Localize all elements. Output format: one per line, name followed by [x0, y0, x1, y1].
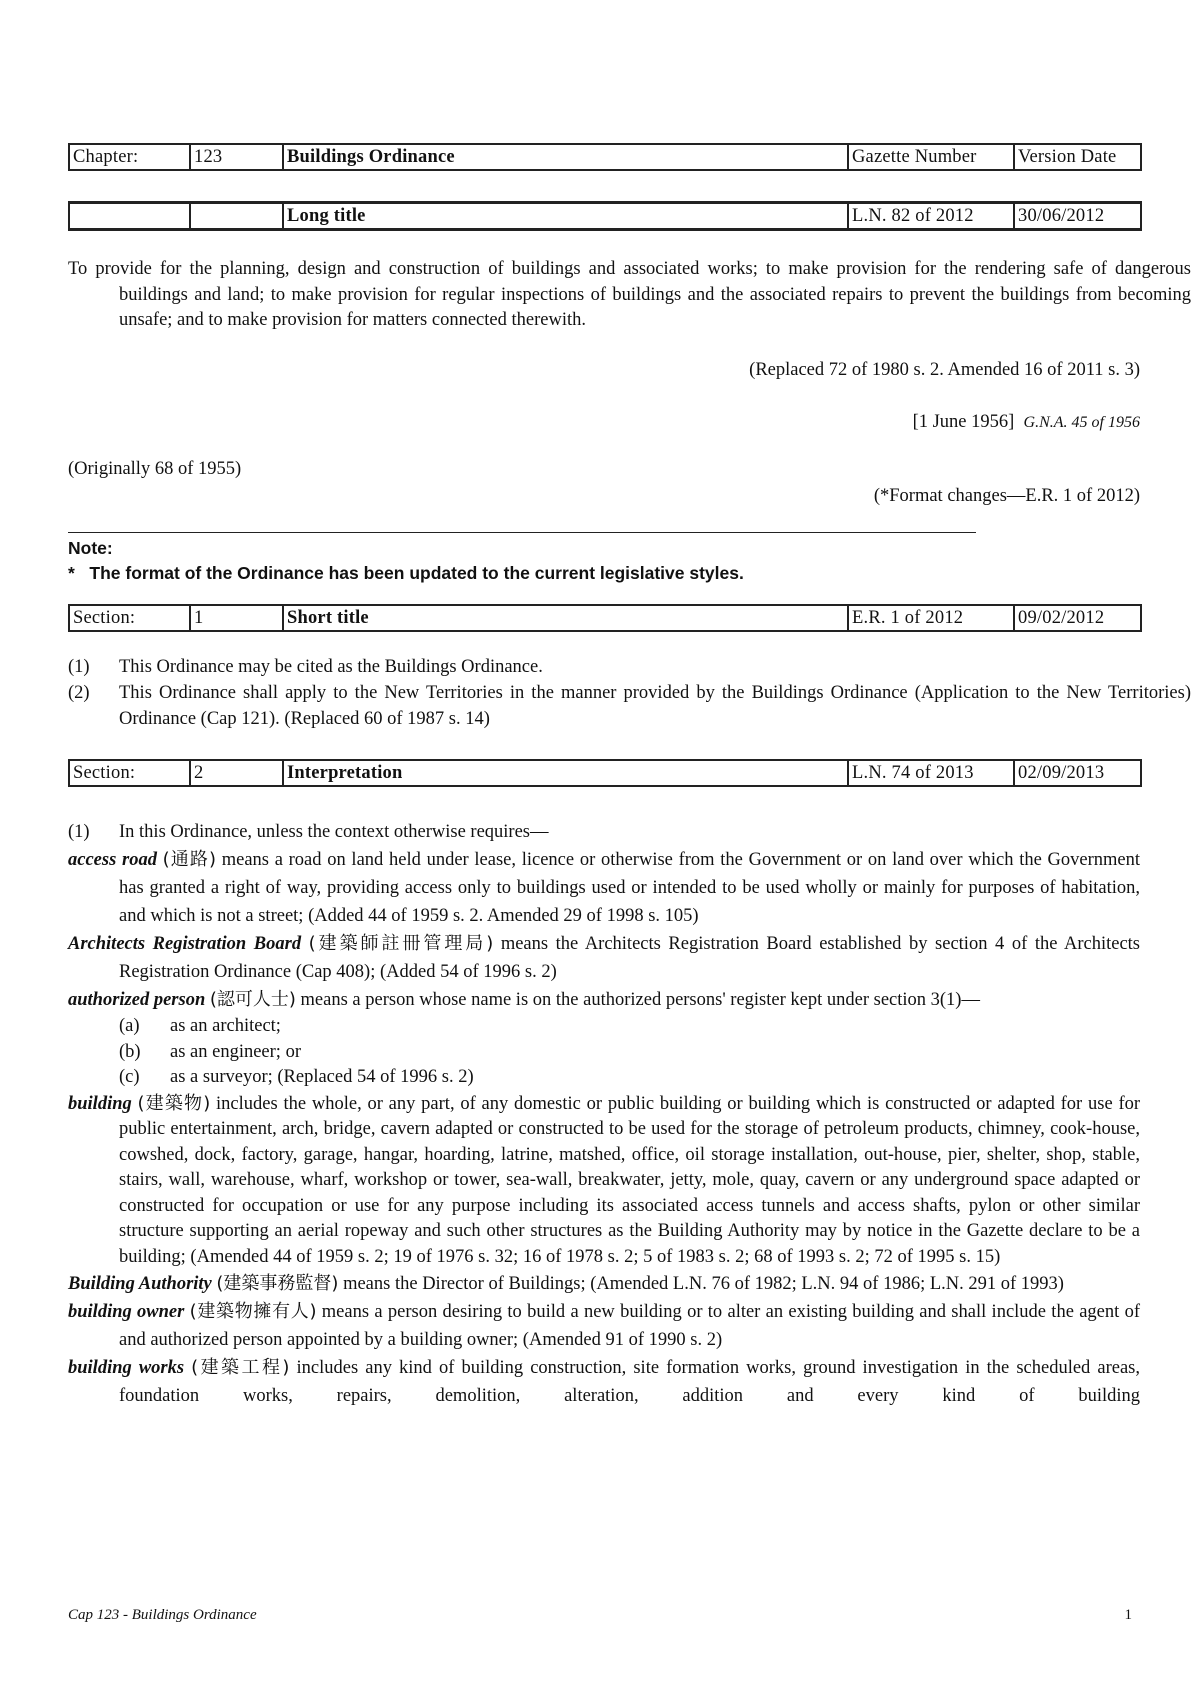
sub-item-text: as a surveyor; (Replaced 54 of 1996 s. 2) [170, 1067, 474, 1087]
authorized-person-sub-c [68, 1065, 1140, 1091]
section-1-title: Short title [283, 605, 848, 631]
definition-text: means a person whose name is on the authorized persons' register kept under section 3(1)— [295, 990, 980, 1010]
definition-authorized-person [68, 986, 1140, 1014]
section-2-header-table [68, 759, 1142, 787]
item-number: (1) [68, 822, 90, 842]
footer-title: Cap 123 - Buildings Ordinance [68, 1607, 257, 1623]
sub-item-text: as an architect; [170, 1016, 281, 1036]
definition-building [68, 1091, 1140, 1271]
page-footer [68, 1607, 1140, 1624]
definition-chinese: (建築工程) [191, 1357, 290, 1378]
definition-chinese: (建築事務監督) [216, 1273, 339, 1294]
section-1-header-table [68, 604, 1142, 632]
version-date-header: Version Date [1014, 144, 1141, 170]
gazette-number-header: Gazette Number [848, 144, 1014, 170]
definition-chinese: (建築物擁有人) [189, 1301, 317, 1322]
note-text [68, 561, 744, 585]
item-text: This Ordinance may be cited as the Buildings Ordinance. [119, 657, 543, 677]
definition-text: means a person desiring to build a new building or to alter an existing building and shall include the agent of and authorized person appointed by a building owner; (Amended 91 of 1990 s. 2) [119, 1302, 1140, 1350]
long-title-version: 30/06/2012 [1014, 203, 1141, 230]
definition-building-works [68, 1354, 1140, 1410]
long-title-label [69, 203, 190, 230]
definition-building-owner [68, 1298, 1140, 1354]
gna-reference: G.N.A. 45 of 1956 [1023, 414, 1140, 431]
definition-building-authority [68, 1270, 1140, 1298]
sub-item-text: as an engineer; or [170, 1041, 301, 1062]
definition-term: building works [68, 1358, 185, 1378]
definition-text: includes the whole, or any part, of any domestic or public building or building which is constructed or adapted for use for public entertainment, arch, bridge, cavern adapted or constructed to be used for the storage of petroleum products, chimney, cook-house, cowshed, dock, factory, garage, hangar, hoarding, latrine, matshed, office, oil storage installation, out-house, pier, shelter, shop, stable, stairs, wall, warehouse, wharf, workshop or tower, sea-wall, breakwater, jetty, mole, quay, cavern or any underground space adapted or constructed for occupation or use for any purpose including its associated access tunnels and access shafts, pylon or other similar structure supporting an aerial ropeway and such other structures as the Building Authority may by notice in the Gazette declare to be a building; (Amended 44 of 1959 s. 2; 19 of 1976 s. 32; 16 of 1978 s. 2; 5 of 1983 s. 2; 68 of 1993 s. 2; 72 of 1995 s. 15) [119, 1093, 1141, 1267]
commencement-line [68, 410, 1140, 436]
item-text: In this Ordinance, unless the context otherwise requires— [119, 822, 549, 842]
section-2-gazette: L.N. 74 of 2013 [848, 760, 1014, 786]
originally-note: (Originally 68 of 1955) [68, 459, 242, 479]
definition-term: access road [68, 850, 157, 870]
definition-text: means the Architects Registration Board established by section 4 of the Architects Registration Ordinance (Cap 408); (Added 54 of 1996 s. 2) [119, 934, 1141, 982]
section-1-version: 09/02/2012 [1014, 605, 1141, 631]
section-1-number: 1 [190, 605, 283, 631]
section-2-body [68, 818, 1140, 1410]
long-title-history: (Replaced 72 of 1980 s. 2. Amended 16 of 2011 s. 3) [749, 360, 1140, 380]
chapter-header-table [68, 143, 1142, 171]
format-changes-note: (*Format changes—E.R. 1 of 2012) [873, 486, 1140, 506]
definition-chinese: (建築物) [137, 1092, 211, 1114]
definition-text: includes any kind of building construction, site formation works, ground investigation in the scheduled areas, foundation works, repairs, demolition, alteration, addition and every kind of building [119, 1358, 1140, 1406]
chapter-label: Chapter: [69, 144, 190, 170]
definition-term: Architects Registration Board [68, 934, 302, 954]
definition-access-road [68, 846, 1140, 930]
chapter-number: 123 [190, 144, 283, 170]
definition-term: building [68, 1093, 132, 1114]
long-title-text: To provide for the planning, design and construction of buildings and associated works; to make provision for the rendering safe of dangerous buildings and land; to make provision for regular inspections of buildings and the associated repairs to prevent the buildings from becoming unsafe; and to make provision for matters connected therewith. [68, 259, 1191, 330]
page-number: 1 [1124, 1607, 1132, 1623]
section-2-intro [68, 818, 1140, 846]
definition-chinese: (建築師註冊管理局) [308, 933, 494, 954]
definition-text: means the Director of Buildings; (Amended L.N. 76 of 1982; L.N. 94 of 1986; L.N. 291 of 1993) [338, 1274, 1064, 1294]
sub-item-number: (c) [119, 1067, 140, 1087]
section-2-version: 02/09/2013 [1014, 760, 1141, 786]
chapter-title: Buildings Ordinance [283, 144, 848, 170]
long-title-number [190, 203, 283, 230]
section-1-item-1 [68, 655, 1191, 681]
long-title-gazette: L.N. 82 of 2012 [848, 203, 1014, 230]
long-title-table [68, 201, 1142, 231]
commencement-date: [1 June 1956] [912, 412, 1015, 432]
note-heading: Note: [68, 538, 113, 558]
definition-term: building owner [68, 1302, 185, 1322]
section-2-number: 2 [190, 760, 283, 786]
definition-term: Building Authority [68, 1274, 212, 1294]
item-number: (1) [68, 657, 90, 677]
section-2-label: Section: [69, 760, 190, 786]
definition-chinese: (認可人士) [209, 989, 296, 1010]
note-body: The format of the Ordinance has been updated to the current legislative styles. [89, 563, 744, 583]
definition-term: authorized person [68, 990, 206, 1010]
definition-architects-registration-board [68, 930, 1140, 986]
section-2-title: Interpretation [283, 760, 848, 786]
note-separator [68, 532, 976, 533]
authorized-person-sub-a [68, 1014, 1140, 1040]
definition-text: means a road on land held under lease, licence or otherwise from the Government or on land over which the Government has granted a right of way, providing access only to buildings used or intended to be used wholly or mainly for purposes of habitation, and which is not a street; (Added 44 of 1959 s. 2. Amended 29 of 1998 s. 105) [119, 850, 1140, 926]
note-star: * [68, 563, 75, 583]
section-1-label: Section: [69, 605, 190, 631]
definition-chinese: (通路) [162, 849, 216, 870]
authorized-person-sub-b [68, 1040, 1140, 1066]
sub-item-number: (a) [119, 1016, 140, 1036]
long-title-heading: Long title [283, 203, 848, 230]
sub-item-number: (b) [119, 1041, 141, 1062]
section-1-item-2 [68, 681, 1191, 732]
item-text: This Ordinance shall apply to the New Territories in the manner provided by the Buildings Ordinance (Application to the New Territories) Ordinance (Cap 121). (Replaced 60 of 1987 s. 14) [119, 683, 1191, 729]
item-number: (2) [68, 683, 90, 703]
section-1-gazette: E.R. 1 of 2012 [848, 605, 1014, 631]
